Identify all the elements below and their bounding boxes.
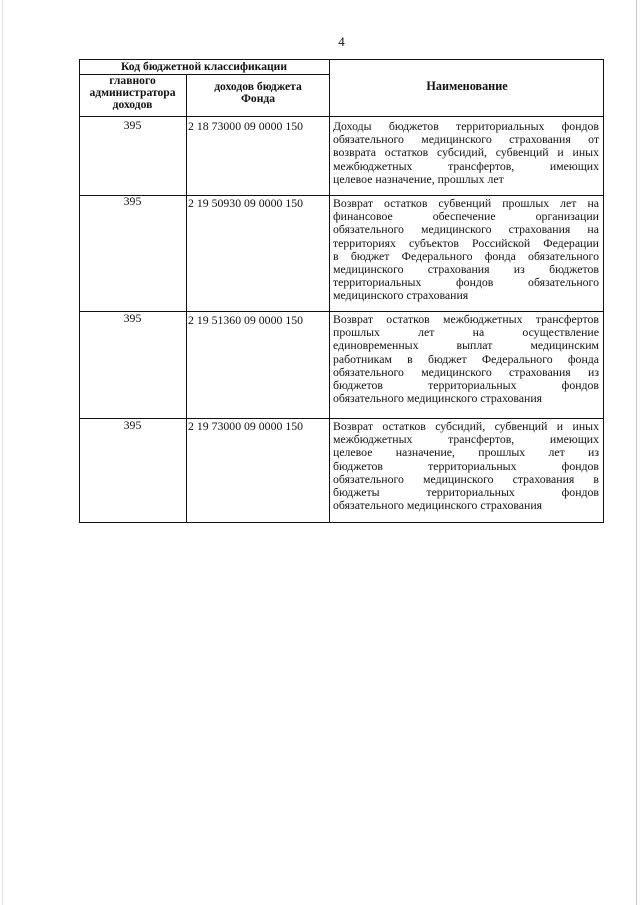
column-divider-2: [329, 59, 330, 523]
header-name-column: Наименование: [426, 79, 508, 93]
row-3-admin-code: 395: [123, 311, 142, 325]
scan-edge-right: [636, 0, 637, 905]
row-1-income-code: 2 18 73000 09 0000 150: [188, 119, 304, 133]
row-3-income-code: 2 19 51360 09 0000 150: [188, 313, 304, 327]
page-number: 4: [338, 34, 345, 49]
header-income-column: доходов бюджета Фонда: [214, 80, 302, 105]
row-2-name: Возврат остатков субвенций прошлых лет на финансовое обеспечение организации обязательного медицинского страхования на территориях субъектов Российской Федерации в бюджет Федерального фонда обязательного медицинского страхования из бюджетов территориальных фондов обязательного медицинского страхования: [333, 197, 599, 303]
row-2-admin-code: 395: [123, 194, 142, 208]
table-border-top-right: [330, 59, 604, 60]
row-4-admin-code: 395: [123, 418, 142, 432]
row-2-income-code: 2 19 50930 09 0000 150: [188, 196, 304, 210]
header-admin-column: главного администратора доходов: [89, 74, 176, 111]
table-border-bottom: [79, 522, 604, 523]
header-group-title: Код бюджетной классификации: [120, 60, 288, 73]
row-4-income-code: 2 19 73000 09 0000 150: [188, 419, 304, 433]
table-border-right: [603, 59, 604, 523]
budget-classification-table: [79, 59, 604, 523]
row-1-name: Доходы бюджетов территориальных фондов обязательного медицинского страхования от возврата остатков субсидий, субвенций и иных межбюджетных трансфертов, имеющих целевое назначение, прошлых лет: [333, 120, 599, 186]
row-4-name: Возврат остатков субсидий, субвенций и иных межбюджетных трансфертов, имеющих целевое назначение, прошлых лет из бюджетов территориальных фондов обязательного медицинского страхования в бюджеты территориальных фондов обязательного медицинского страхования: [333, 420, 599, 513]
row-1-admin-code: 395: [123, 118, 142, 132]
column-divider-1: [186, 74, 187, 523]
scan-edge-left: [2, 0, 3, 905]
row-3-name: Возврат остатков межбюджетных трансфертов прошлых лет на осуществление единовременных выплат медицинским работникам в бюджет Федерального фонда обязательного медицинского страхования из бюджетов территориальных фондов обязательного медицинского страхования: [333, 313, 599, 406]
